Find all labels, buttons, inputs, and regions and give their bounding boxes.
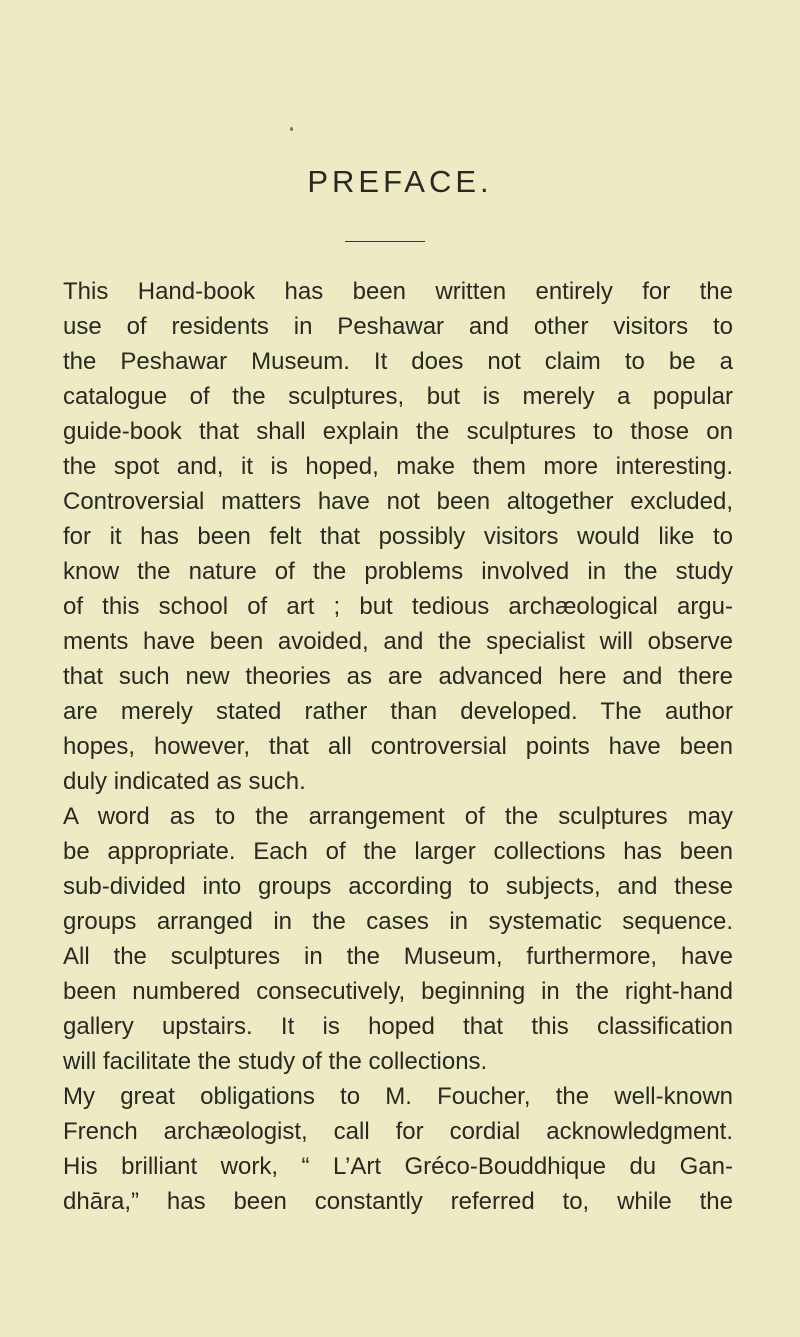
text-line: that such new theories as are advanced here and there [63,663,733,690]
text-line: be appropriate. Each of the larger collections has been [63,838,733,865]
preface-body [63,274,733,1219]
text-line: Controversial matters have not been altogether excluded, [63,488,733,515]
title-divider [345,241,425,242]
text-line: of this school of art ; but tedious archæological argu- [63,593,733,620]
text-line: All the sculptures in the Museum, furthermore, have [63,943,733,970]
text-line: dhāra,” has been constantly referred to, while the [63,1188,733,1215]
text-line: are merely stated rather than developed. The author [63,698,733,725]
text-line: hopes, however, that all controversial points have been [63,733,733,760]
text-line: A word as to the arrangement of the sculptures may [63,803,733,830]
text-line: ments have been avoided, and the specialist will observe [63,628,733,655]
text-line: gallery upstairs. It is hoped that this classification [63,1013,733,1040]
text-line: for it has been felt that possibly visitors would like to [63,523,733,550]
text-line: guide-book that shall explain the sculptures to those on [63,418,733,445]
text-line: the spot and, it is hoped, make them more interesting. [63,453,733,480]
text-line: French archæologist, call for cordial acknowledgment. [63,1118,733,1145]
text-line: use of residents in Peshawar and other visitors to [63,313,733,340]
page-title: PREFACE. [307,164,493,199]
text-line: This Hand-book has been written entirely for the [63,278,733,305]
text-line: sub-divided into groups according to subjects, and these [63,873,733,900]
text-line: catalogue of the sculptures, but is merely a popular [63,383,733,410]
text-line: My great obligations to M. Foucher, the well-known [63,1083,733,1110]
page-speck [290,127,293,131]
text-line: duly indicated as such. [63,768,306,795]
text-line: will facilitate the study of the collections. [63,1048,488,1075]
text-line: groups arranged in the cases in systematic sequence. [63,908,733,935]
text-line: know the nature of the problems involved in the study [63,558,733,585]
text-line: been numbered consecutively, beginning in the right-hand [63,978,733,1005]
text-line: His brilliant work, “ L’Art Gréco-Bouddhique du Gan- [63,1153,733,1180]
text-line: the Peshawar Museum. It does not claim to be a [63,348,733,375]
